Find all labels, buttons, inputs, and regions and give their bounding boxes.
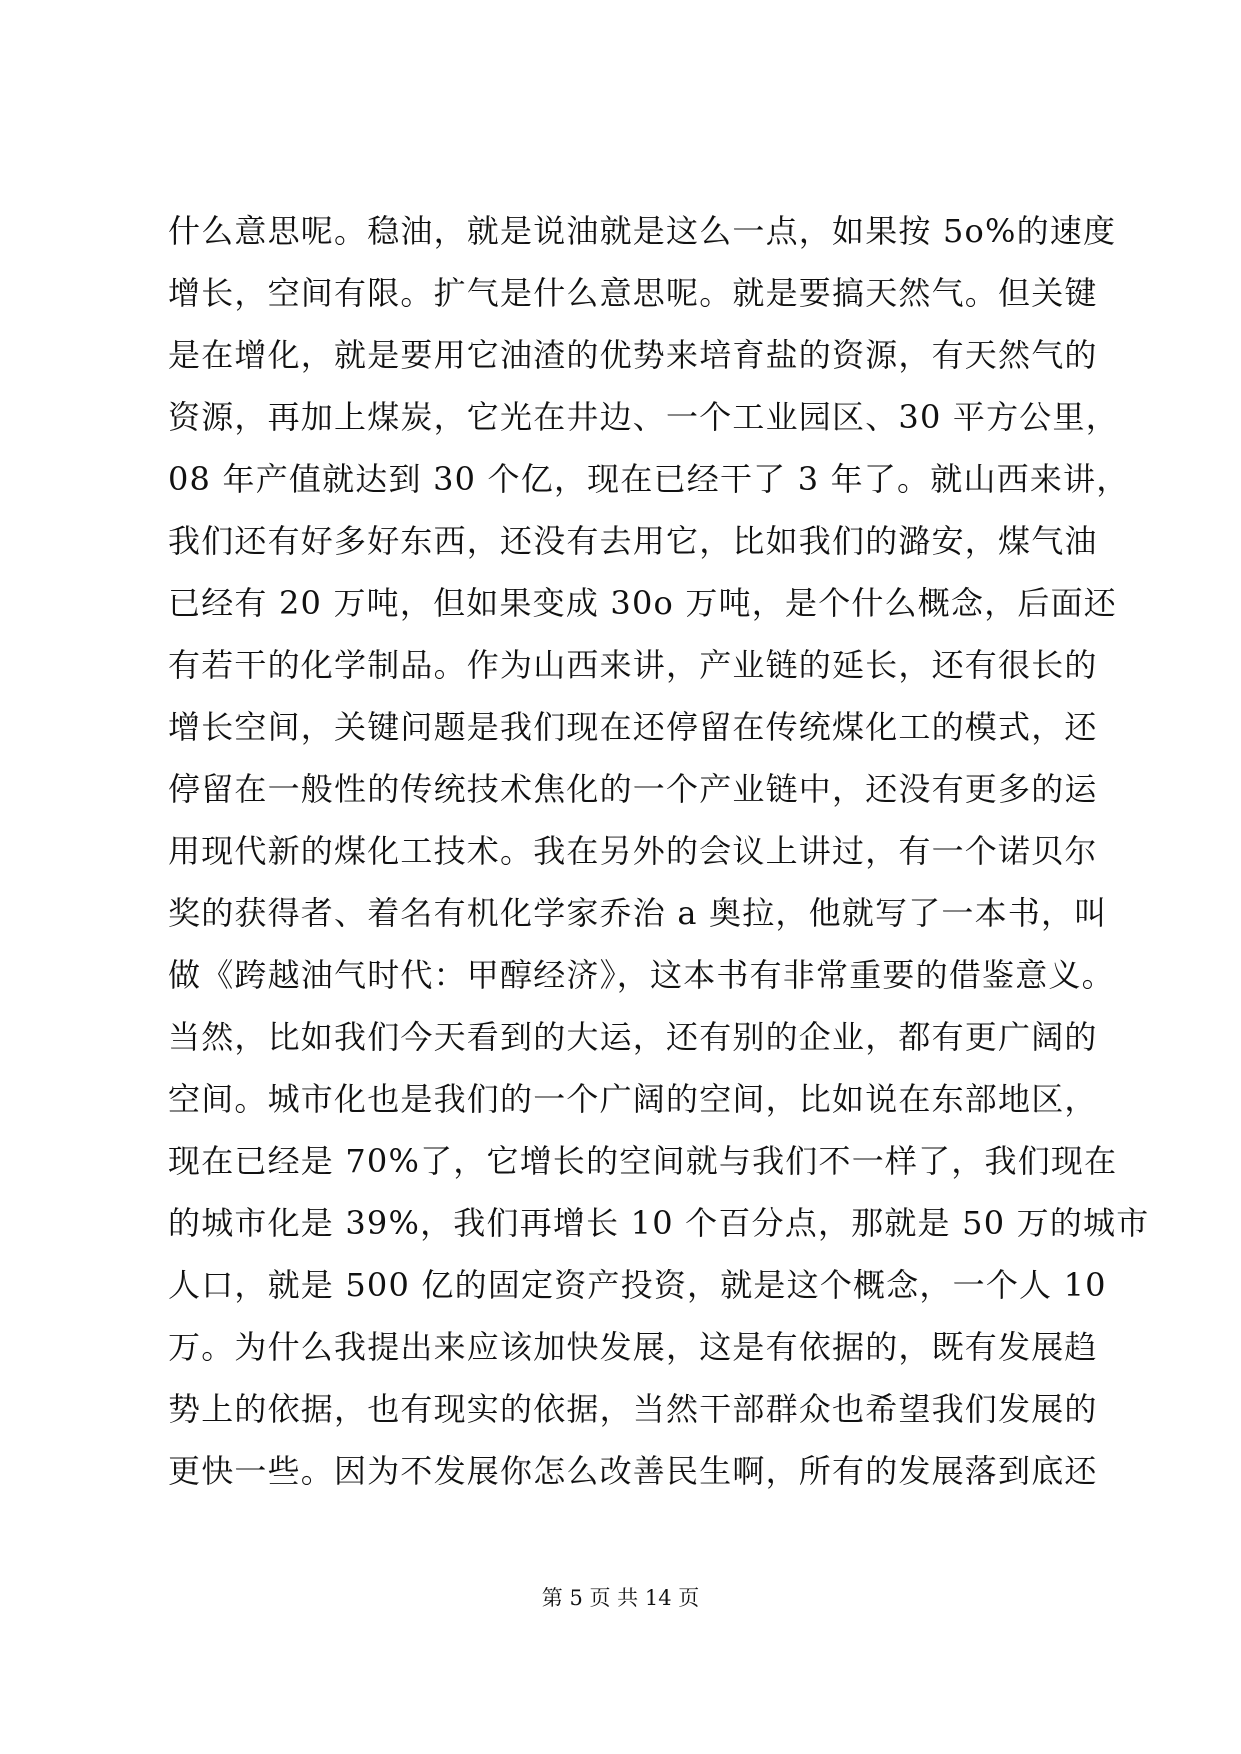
text-line: 增长，空间有限。扩气是什么意思呢。就是要搞天然气。但关键: [168, 274, 1098, 312]
text-line: 更快一些。因为不发展你怎么改善民生啊，所有的发展落到底还: [168, 1452, 1098, 1490]
text-line: 的城市化是 39%，我们再增长 10 个百分点，那就是 50 万的城市: [168, 1204, 1150, 1242]
page-number-footer: 第 5 页 共 14 页: [541, 1586, 700, 1610]
text-line: 是在增化，就是要用它油渣的优势来培育盐的资源，有天然气的: [168, 336, 1098, 374]
text-line: 停留在一般性的传统技术焦化的一个产业链中，还没有更多的运: [168, 770, 1098, 808]
text-line: 现在已经是 70%了，它增长的空间就与我们不一样了，我们现在: [168, 1142, 1118, 1180]
text-line: 势上的依据，也有现实的依据，当然干部群众也希望我们发展的: [168, 1390, 1098, 1428]
text-line: 人口，就是 500 亿的固定资产投资，就是这个概念，一个人 10: [168, 1266, 1107, 1304]
text-line: 奖的获得者、着名有机化学家乔治 a 奥拉，他就写了一本书，叫: [168, 894, 1108, 932]
text-line: 万。为什么我提出来应该加快发展，这是有依据的，既有发展趋: [168, 1328, 1098, 1366]
text-line: 什么意思呢。稳油，就是说油就是这么一点，如果按 5o%的速度: [168, 212, 1117, 250]
text-line: 空间。城市化也是我们的一个广阔的空间，比如说在东部地区，: [168, 1080, 1098, 1118]
text-line: 增长空间，关键问题是我们现在还停留在传统煤化工的模式，还: [168, 708, 1098, 746]
text-line: 已经有 20 万吨，但如果变成 30o 万吨，是个什么概念，后面还: [168, 584, 1117, 622]
text-line: 资源，再加上煤炭，它光在井边、一个工业园区、30 平方公里，: [168, 398, 1119, 436]
text-line: 我们还有好多好东西，还没有去用它，比如我们的潞安，煤气油: [168, 522, 1098, 560]
text-line: 用现代新的煤化工技术。我在另外的会议上讲过，有一个诺贝尔: [168, 832, 1098, 870]
text-line: 做《跨越油气时代：甲醇经济》，这本书有非常重要的借鉴意义。: [168, 956, 1115, 994]
text-line: 08 年产值就达到 30 个亿，现在已经干了 3 年了。就山西来讲，: [168, 460, 1130, 498]
text-line: 有若干的化学制品。作为山西来讲，产业链的延长，还有很长的: [168, 646, 1098, 684]
text-line: 当然，比如我们今天看到的大运，还有别的企业，都有更广阔的: [168, 1018, 1098, 1056]
body-text: [168, 200, 1150, 1502]
